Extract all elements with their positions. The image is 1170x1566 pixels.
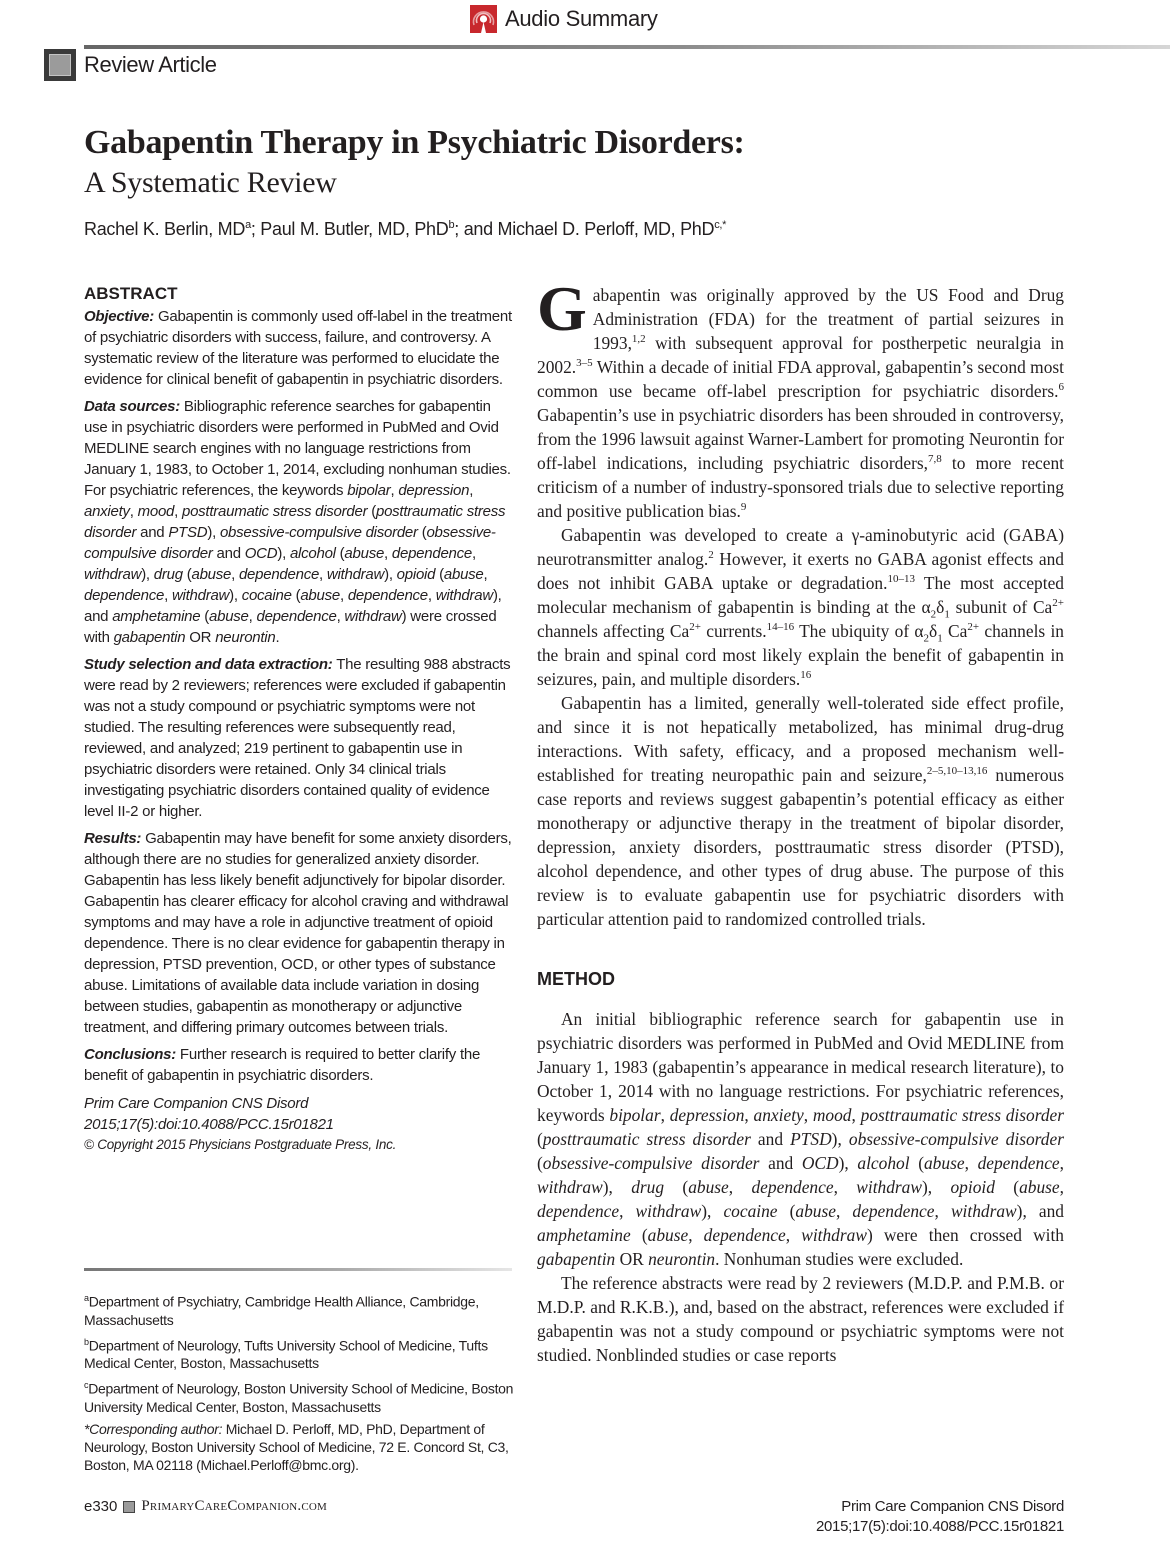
article-title: Gabapentin Therapy in Psychiatric Disorders: (84, 124, 745, 161)
affiliation-item (84, 1289, 514, 1329)
section-tag-icon (44, 49, 76, 81)
section-tag: Review Article (84, 52, 217, 77)
abstract-text: Further research is required to better clarify the benefit of gabapentin in psychiatric disorders. (84, 1046, 481, 1084)
copyright-notice: © Copyright 2015 Physicians Postgraduate Press, Inc. (84, 1137, 397, 1152)
citation-doi: 2015;17(5):doi:10.4088/PCC.15r01821 (84, 1116, 334, 1133)
footer-square-icon (123, 1501, 135, 1513)
page-footer-left (84, 1498, 327, 1515)
abstract-label: Conclusions: (84, 1046, 177, 1063)
author-affil-mark: a (245, 219, 251, 231)
affiliation-item (84, 1376, 514, 1416)
author-name: Rachel K. Berlin, MD (84, 219, 246, 239)
author-list (84, 219, 726, 240)
author-name: Paul M. Butler, MD, PhD (260, 219, 449, 239)
abstract-text: Gabapentin may have benefit for some anxiety disorders, although there are no studies for generalized anxiety disorder. Gabapentin has less likely benefit adjunctively for bipolar disorder. Gabapentin has clearer efficacy for alcohol craving and withdrawal symptoms and may have a role in adjunctive treatment of opioid dependence. There is no clear evidence for gabapentin therapy in depression, PTSD prevention, OCD, or other types of substance abuse. Limitations of available data include variation in dosing between studies, gabapentin as monotherapy or adjunctive treatment, and differing primary outcomes between trials. (84, 830, 512, 1036)
author-separator: ; (250, 219, 261, 239)
audio-broadcast-icon (470, 5, 497, 33)
article-body (537, 273, 1065, 1367)
affil-text: Department of Neurology, Boston University School of Medicine, Boston University Medical Center, Boston, Massachusetts (84, 1380, 514, 1415)
abstract-study-selection (84, 654, 512, 822)
affil-mark: b (84, 1336, 89, 1347)
page-number: e330 (84, 1498, 118, 1515)
affil-text: Department of Psychiatry, Cambridge Health Alliance, Cambridge, Massachusetts (84, 1293, 479, 1328)
author-separator: ; and (454, 219, 498, 239)
corresponding-label: *Corresponding author: (84, 1420, 223, 1437)
abstract-label: Study selection and data extraction: (84, 656, 333, 673)
author-name: Michael D. Perloff, MD, PhD (497, 219, 715, 239)
affil-mark: a (84, 1293, 89, 1303)
journal-website-link[interactable]: PrimaryCareCompanion.com (141, 1498, 328, 1514)
footer-doi: 2015;17(5):doi:10.4088/PCC.15r01821 (815, 1518, 1064, 1535)
author-affil-mark: b (448, 219, 455, 231)
audio-summary-label: Audio Summary (505, 6, 658, 31)
abstract-conclusions (84, 1044, 512, 1086)
abstract (84, 283, 512, 1155)
footer-journal: Prim Care Companion CNS Disord (841, 1498, 1064, 1515)
method-paragraph: The reference abstracts were read by 2 reviewers (M.D.P. and P.M.B. or M.D.P. and R.K.B.), and, based on the abstract, references were excluded if gabapentin was not a study compound or psychiatric symptoms were not studied. Nonblinded studies or case reports (537, 1273, 1064, 1365)
abstract-results (84, 828, 512, 1038)
abstract-label: Data sources: (84, 398, 180, 415)
page-footer-right (816, 1497, 1064, 1537)
author-affil-mark: c,* (714, 219, 727, 231)
citation-journal: Prim Care Companion CNS Disord (84, 1095, 309, 1112)
abstract-text: The resulting 988 abstracts were read by 2 reviewers; references were excluded if gabapentin was not a study compound or psychiatric symptoms were not studied. The resulting references were subsequently read, reviewed, and analyzed; 219 pertinent to gabapentin use in psychiatric disorders were retained. Only 34 clinical trials investigating psychiatric disorders contained quality of evidence level II-2 or higher. (84, 656, 511, 820)
affil-mark: c (84, 1380, 89, 1391)
article-subtitle: A Systematic Review (84, 166, 337, 199)
abstract-label: Results: (84, 830, 142, 847)
abstract-data-sources (84, 396, 512, 648)
corresponding-author (84, 1420, 514, 1474)
paragraph-text: abapentin was originally approved by the US Food and Drug Administration (FDA) for the treatment of partial seizures in 1993,$^{1,2}$ with subsequent approval for postherpetic neuralgia in 2002.$^{3-5}$ Within a decade of initial FDA approval, gabapentin’s second most common use became off-label prescription for psychiatric disorders.$^6$ Gabapentin’s use in psychiatric disorders has been shrouded in controversy, from the 1996 lawsuit against Warner-Lambert for promoting Neurontin for off-label indications, including psychiatric disorders,$^{7,8}$ to more recent criticism of a number of industry-sponsored trials due to selective reporting and positive publication bias.$^9$ (537, 285, 1064, 521)
intro-paragraph (537, 273, 1064, 523)
audio-summary-link[interactable] (470, 4, 658, 34)
affiliation-item (84, 1333, 514, 1373)
intro-paragraph: Gabapentin was developed to create a γ-aminobutyric acid (GABA) neurotransmitter analog.$^2$ However, it exerts no GABA agonist effects and does not inhibit GABA uptake or degradation.$^{10-13}$ The most accepted molecular mechanism of gabapentin is binding at the $\alpha_2\delta_1$ subunit of $Ca^{2+}$ channels affecting $Ca^{2+}$ currents.$^{14-16}$ The ubiquity of $\alpha_2\delta_1$ $Ca^{2+}$ channels in the brain and spinal cord most likely explain the benefit of gabapentin in seizures, pain, and multiple disorders.$^{16}$ (537, 525, 1064, 689)
abstract-citation (84, 1093, 512, 1135)
affil-text: Department of Neurology, Tufts University School of Medicine, Tufts Medical Center, Boston, Massachusetts (84, 1337, 488, 1372)
footnote-rule (84, 1268, 512, 1271)
abstract-text: Bibliographic reference searches for gabapentin use in psychiatric disorders were performed in PubMed and Ovid MEDLINE search engines with no language restrictions from January 1, 1983, to October 1, 2014, excluding nonhuman studies. For psychiatric references, the keywords bipolar, depression, anxiety, mood, posttraumatic stress disorder (posttraumatic stress disorder and PTSD), obsessive-compulsive disorder (obsessive-compulsive disorder and OCD), alcohol (abuse, dependence, withdraw), drug (abuse, dependence, withdraw), opioid (abuse, dependence, withdraw), cocaine (abuse, dependence, withdraw), and amphetamine (abuse, dependence, withdraw) were crossed with gabapentin OR neurontin. (84, 398, 511, 646)
header-rule (84, 45, 1170, 49)
affiliations (84, 1289, 514, 1478)
abstract-text: Gabapentin is commonly used off-label in the treatment of psychiatric disorders with success, failure, and controversy. A systematic review of the literature was performed to elucidate the evidence for clinical benefit of gabapentin in psychiatric disorders. (84, 308, 512, 388)
drop-cap: G (537, 273, 587, 344)
abstract-objective (84, 306, 512, 390)
method-paragraph: An initial bibliographic reference search for gabapentin use in psychiatric disorders was performed in PubMed and Ovid MEDLINE from January 1, 1983 (gabapentin’s appearance in medical research literature), to October 1, 2014 with no language restrictions. For psychiatric references, keywords bipolar, depression, anxiety, mood, posttraumatic stress disorder (posttraumatic stress disorder and PTSD), obsessive-compulsive disorder (obsessive-compulsive disorder and OCD), alcohol (abuse, dependence, withdraw), drug (abuse, dependence, withdraw), opioid (abuse, dependence, withdraw), cocaine (abuse, dependence, withdraw), and amphetamine (abuse, dependence, withdraw) were then crossed with gabapentin OR neurontin. Nonhuman studies were excluded. (537, 1009, 1065, 1269)
abstract-heading: ABSTRACT (84, 284, 178, 303)
intro-paragraph: Gabapentin has a limited, generally well-tolerated side effect profile, and since it is not hepatically metabolized, has minimal drug-drug interactions. With safety, efficacy, and a proposed mechanism well-established for treating neuropathic pain and seizure,$^{2-5,10-13,16}$ numerous case reports and reviews suggest gabapentin’s potential efficacy as either monotherapy or adjunctive therapy in the treatment of bipolar disorder, depression, anxiety disorders, posttraumatic stress disorder (PTSD), alcohol dependence, and other types of drug abuse. The purpose of this review is to evaluate gabapentin use for psychiatric disorders with particular attention paid to randomized controlled trials. (537, 693, 1065, 929)
method-heading: METHOD (537, 969, 615, 989)
corresponding-text: Michael D. Perloff, MD, PhD, Department of Neurology, Boston University School of Medicine, 72 E. Concord St, C3, Boston, MA 02118 (Michael.Perloff@bmc.org). (84, 1420, 509, 1473)
abstract-label: Objective: (84, 308, 155, 325)
